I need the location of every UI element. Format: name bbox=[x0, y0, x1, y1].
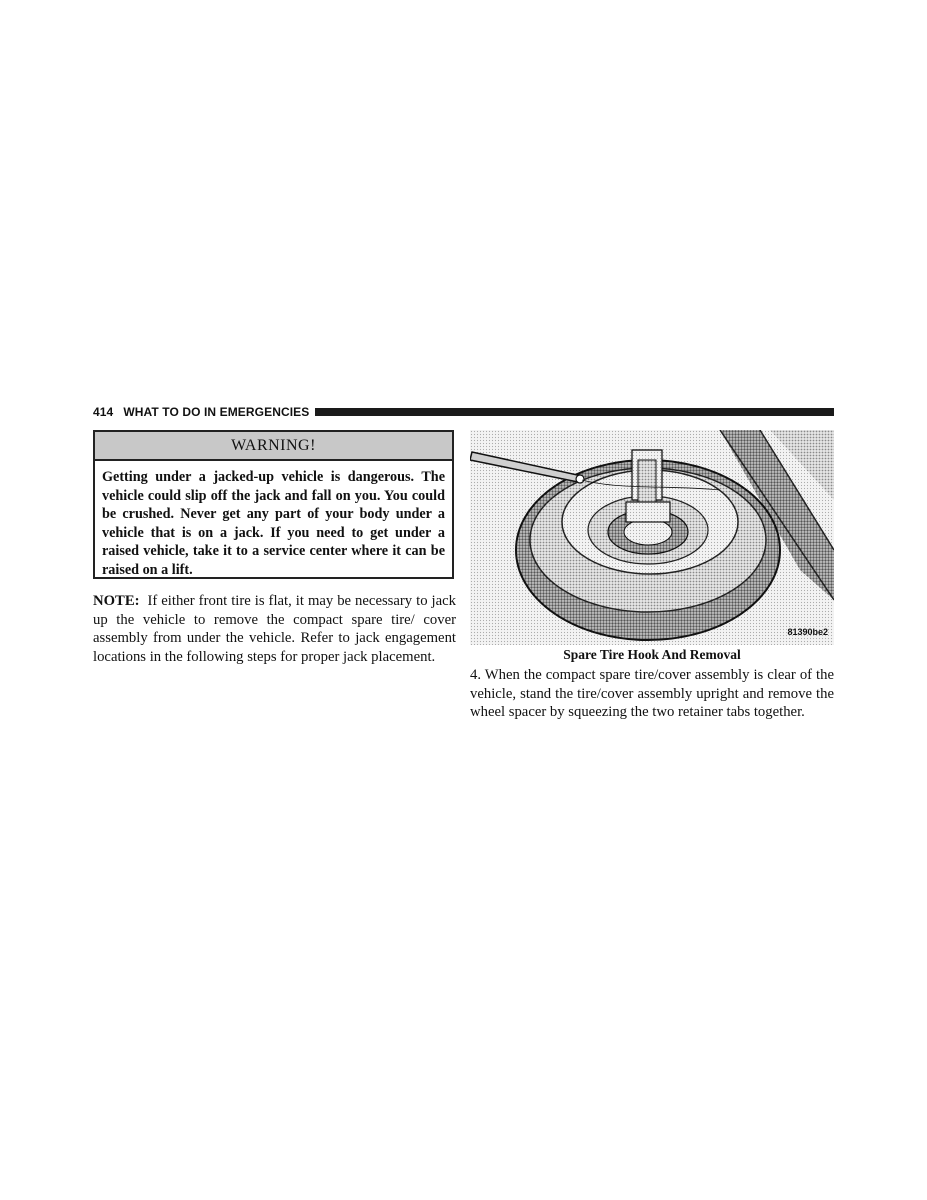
spare-tire-drawing bbox=[470, 430, 834, 645]
note-text: If either front tire is flat, it may be necessary to jack up the vehicle to remove the compact spare tire/ cover assembly from under the vehicle. Refer to jack engagement locations in the following steps for proper jack placement. bbox=[93, 593, 457, 665]
warning-box bbox=[93, 430, 454, 579]
note-label: NOTE: bbox=[93, 593, 140, 609]
step-4-paragraph: 4. When the compact spare tire/cover assembly is clear of the vehicle, stand the tire/cover assembly upright and remove the wheel spacer by squeezing the two retainer tabs together. bbox=[470, 667, 834, 720]
page-header bbox=[93, 404, 834, 420]
section-title: WHAT TO DO IN EMERGENCIES bbox=[123, 405, 310, 419]
note-paragraph bbox=[93, 592, 456, 666]
warning-text: Getting under a jacked-up vehicle is dangerous. The vehicle could slip off the jack and fall on you. You could be crushed. Never get any part of your body under a vehicle that is on a jack. If you need to get under a raised vehicle, take it to a service center where it can be raised on a lift. bbox=[102, 469, 445, 578]
page-number: 414 bbox=[93, 405, 114, 419]
header-rule bbox=[315, 408, 834, 416]
figure-id: 81390be2 bbox=[787, 627, 828, 637]
warning-title: WARNING! bbox=[95, 432, 452, 461]
spare-tire-illustration bbox=[470, 430, 834, 645]
figure-caption: Spare Tire Hook And Removal bbox=[563, 647, 741, 662]
